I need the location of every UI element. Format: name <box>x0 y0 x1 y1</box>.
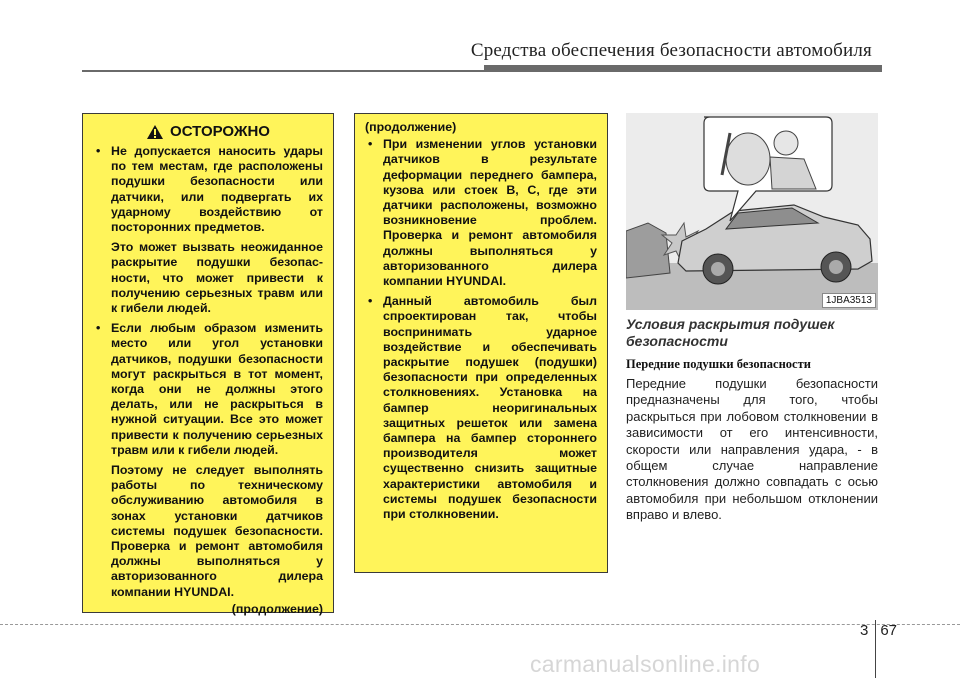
caution-continued-box <box>354 113 608 573</box>
continued-label-top: (продолжение) <box>365 120 457 134</box>
caution-title: ОСТОРОЖНО <box>170 123 270 141</box>
caution-paragraph-1: Это может вызвать неожиданное раскрытие подушки безопас-ности, что может привести к получению серьезных травм или к гибели людей. <box>111 240 323 316</box>
frontal-collision-illustration <box>626 113 878 310</box>
illustration-code: 1JBA3513 <box>822 293 876 308</box>
page-number-value: 67 <box>880 622 898 639</box>
caution-heading <box>93 124 323 140</box>
caution-cont-bullet-1: • При изменении углов установки датчиков в результате деформации переднего бампера, кузова или стоек B, C, где эти датчики расположены, возможно возникновение проблем. Проверка и ремонт автомобиля должны выполняться у авторизованного дилера компании HYUNDAI. <box>365 137 597 289</box>
footer-rule <box>0 624 960 625</box>
caution-box <box>82 113 334 616</box>
continued-label: (продолжение) <box>231 601 323 616</box>
page-number-divider <box>875 620 876 678</box>
section-body: Передние подушки безопасности предназначены для того, чтобы раскрыться при лобовом столкновении в зависимости от его интенсивности, скорости или направления удара, - в общем случае направление столкновения должно совпадать с осью автомобиля при небольшом отклонении вправо и влево. <box>626 376 878 523</box>
caution-bullet-2: • Если любым образом изменить место или угол установки датчиков, подушки безопасности могут раскрыться в тот момент, когда они не должны этого делать, или не раскрыться в нужной ситуации. Все это может привести к получению серьезных травм или к гибели людей. <box>93 321 323 458</box>
caution-paragraph-2: Поэтому не следует выполнять работы по техническому обслуживанию автомобиля в зонах установки датчиков системы подушек безопасности. Проверка и ремонт автомобиля должны выполняться у авторизованного дилера компании HYUNDAI. <box>111 463 323 599</box>
chapter-number: 3 <box>860 622 869 639</box>
warning-triangle-icon <box>146 124 164 140</box>
deployment-section <box>626 316 878 524</box>
watermark: carmanualsonline.info <box>530 651 761 677</box>
caution-bullet-1: • Не допускается наносить удары по тем местам, где расположены подушки безопасности или датчики, или подвергать их ударному воздействию от посторонних предметов. <box>93 144 323 235</box>
caution-cont-bullet-2: • Данный автомобиль был спроектирован так, чтобы воспринимать ударное воздействие и обеспечивать раскрытие подушек (подушки) безопасности при определенных столкновениях. Установка на бампер неоригинальных защитных решеток или замена бампера на бампер стороннего производителя может существенно снизить защитные характеристики автомобиля и системы подушек безопасности при столкновении. <box>365 294 597 522</box>
section-title: Условия раскрытия подушек безопасности <box>626 316 835 349</box>
header-rule-accent <box>484 65 882 71</box>
header-title: Средства обеспечения безопасности автомобиля <box>470 40 872 61</box>
section-subtitle: Передние подушки безопасности <box>626 357 811 371</box>
page-number <box>860 622 897 639</box>
